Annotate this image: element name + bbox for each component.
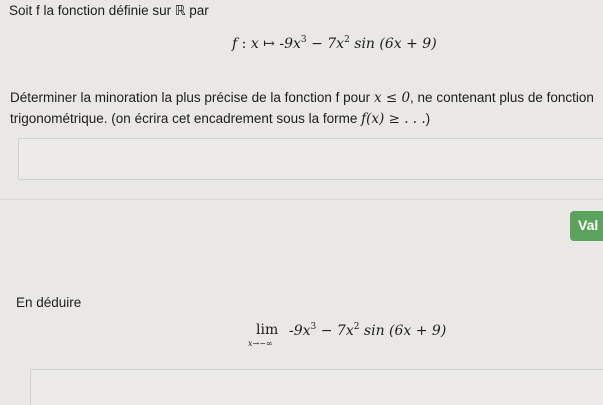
formula-term-b: − 7x [306,36,345,52]
limit-exp-a: 3 [310,322,317,332]
limit-subscript: x→−∞ [248,339,273,348]
question-text-1a: Déterminer la minoration la plus précise de la fonction f pour [10,90,374,105]
limit-expression [289,322,446,339]
function-definition [232,32,437,53]
question-line-2 [10,110,430,128]
divider [0,199,603,200]
question-math-2: f(x) ≥ . . . [361,111,426,127]
question-text-2a: trigonométrique. (on écrira cet encadrement sous la forme [10,111,362,126]
answer-input-limit[interactable] [30,369,603,405]
question-math-1: x ≤ 0 [373,90,411,106]
formula-exp-b: 2 [344,35,350,45]
formula-f: f [232,36,238,52]
limit-term-a: -9x [289,323,311,339]
intro-text: Soit f la fonction définie sur ℝ par [9,3,209,18]
limit-operator: lim [256,322,279,338]
formula-maps: ↦ [258,36,280,52]
formula-exp-a: 3 [300,35,307,45]
limit-term-c: sin (6x + 9) [359,323,447,339]
question-text-2b: ) [425,111,431,126]
question-line-1 [10,89,594,107]
question-text-1b: , ne contenant plus de fonction [410,90,594,105]
formula-x: x [250,36,259,52]
formula-term-a: -9x [279,36,301,52]
validate-button[interactable]: Val [570,211,603,241]
deduce-text: En déduire [16,295,82,310]
limit-exp-b: 2 [353,322,360,332]
answer-input-minoration[interactable] [18,138,603,180]
limit-term-b: − 7x [316,323,354,339]
formula-term-c: sin (6x + 9) [349,36,437,52]
formula-colon: : [237,36,251,52]
